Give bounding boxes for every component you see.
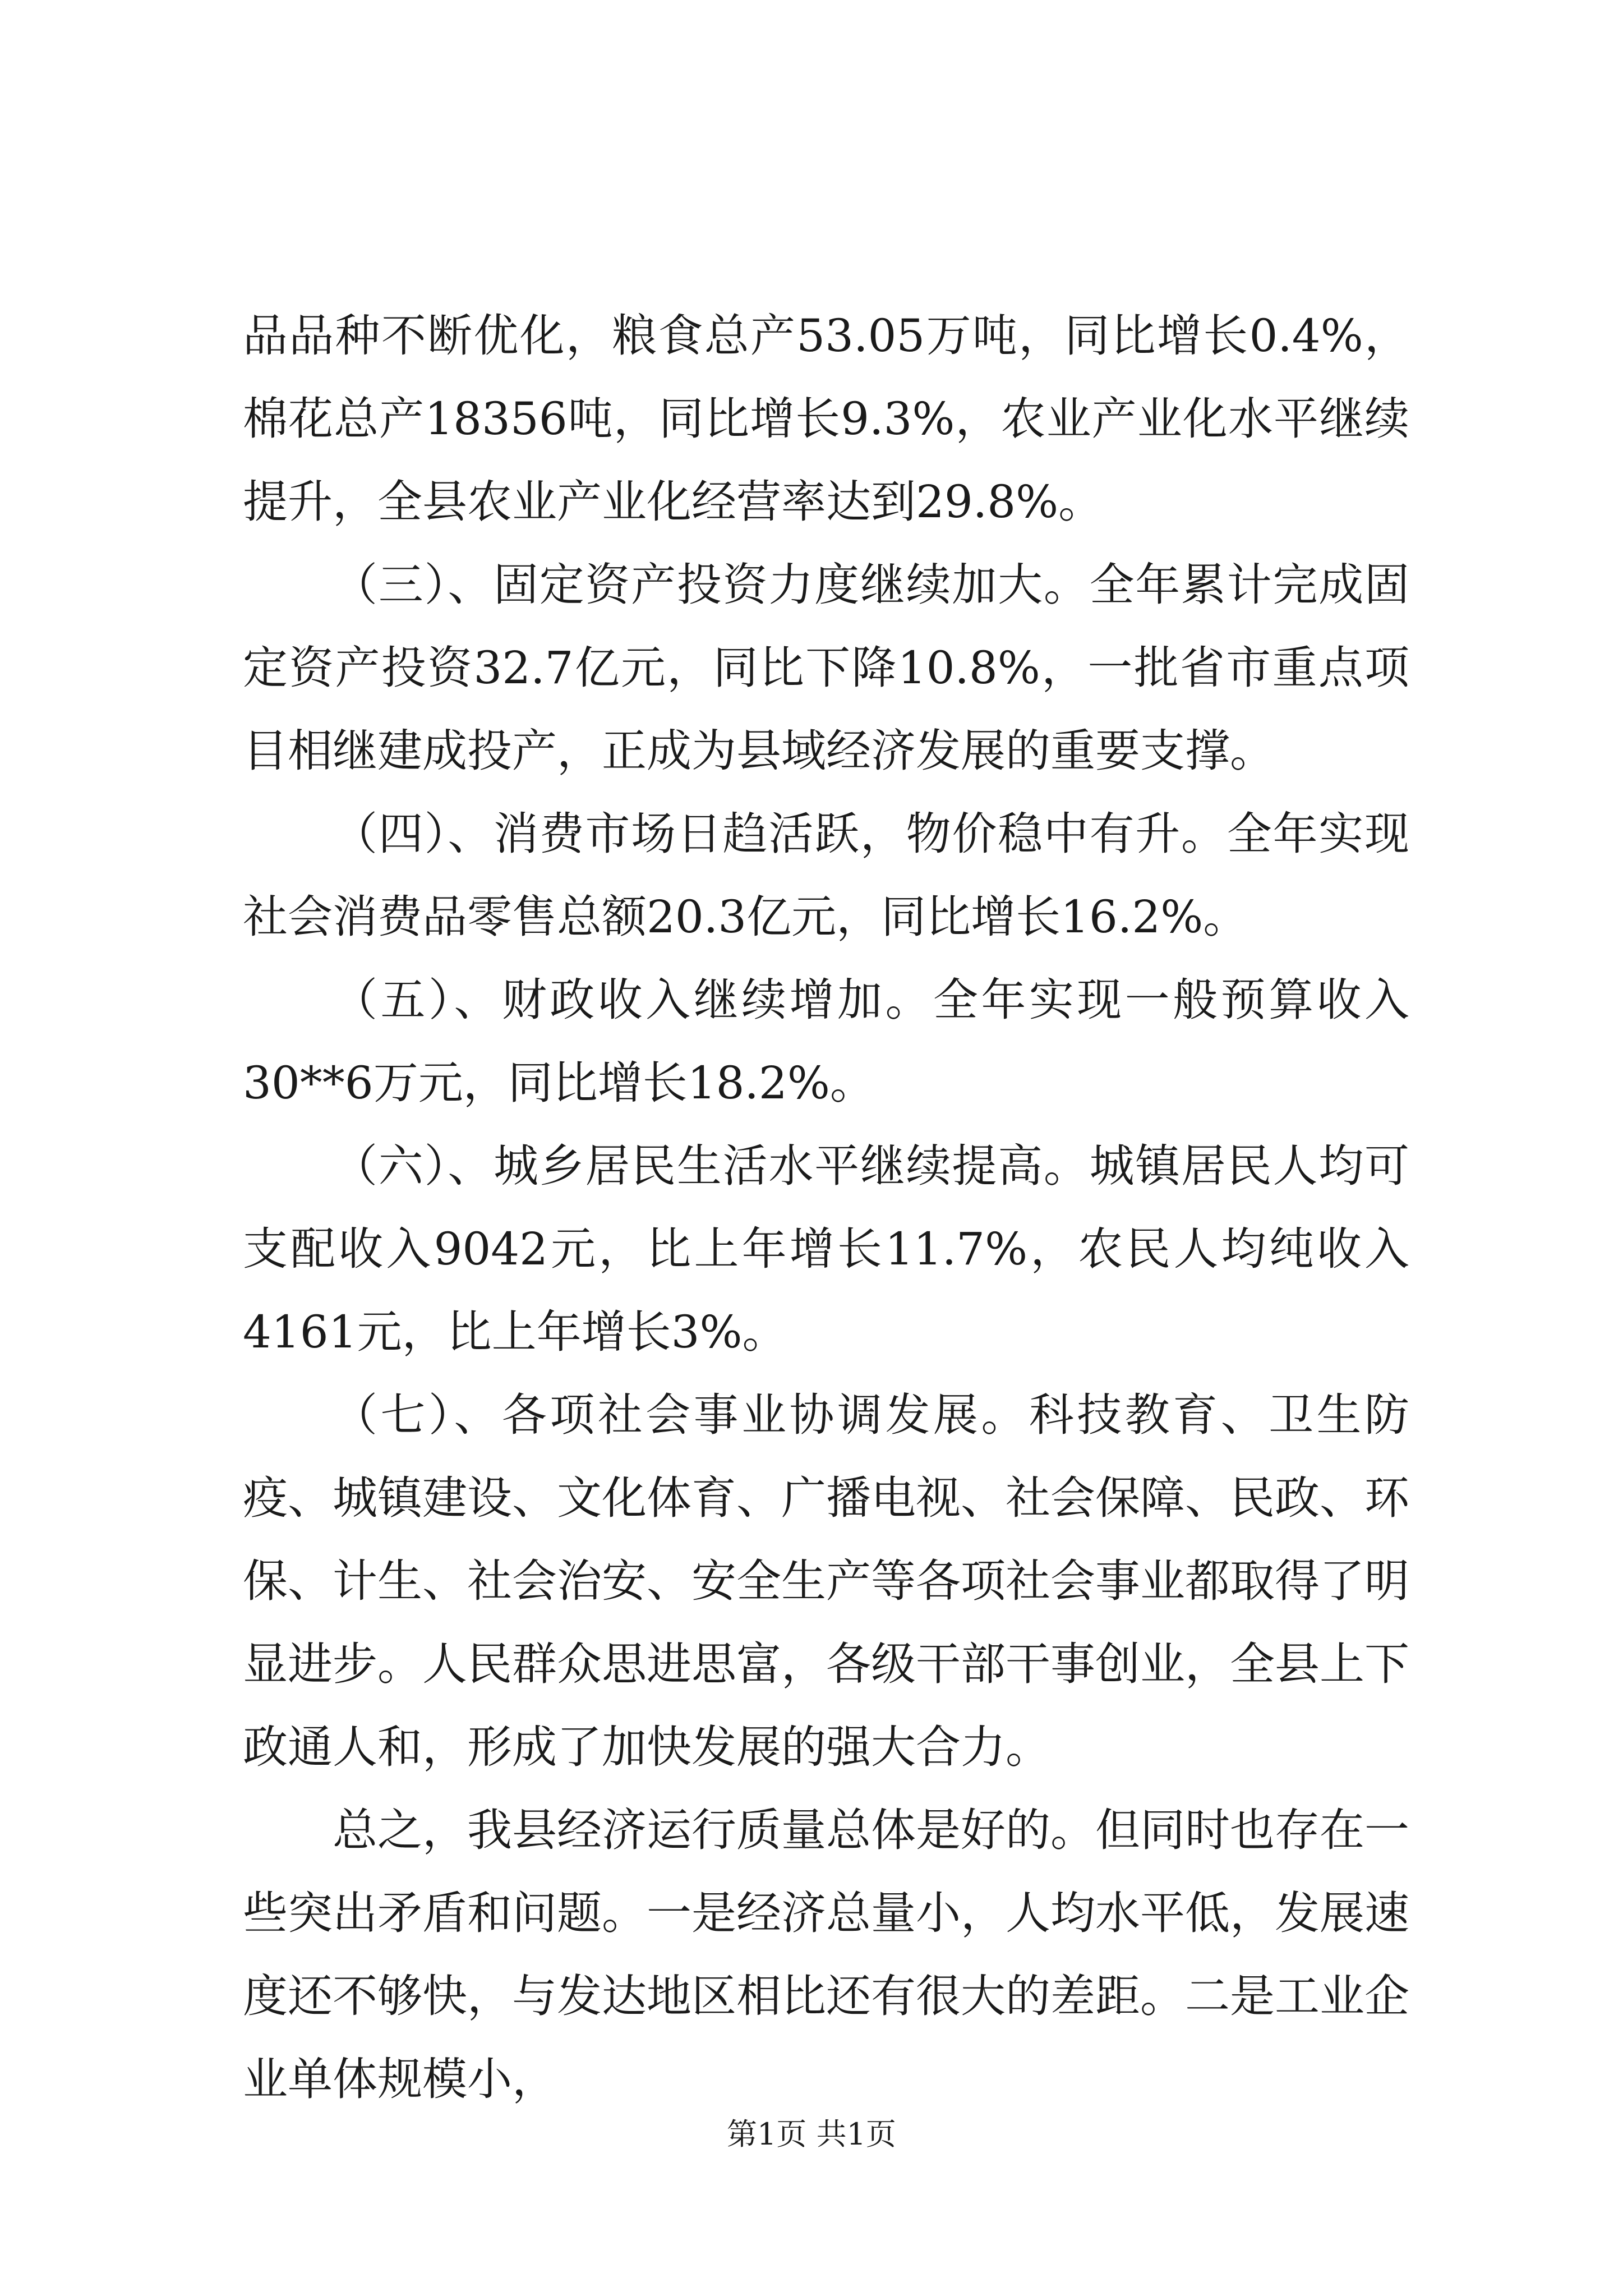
- page-footer: 第1页 共1页: [727, 2116, 896, 2152]
- paragraph-living-standards: （六）、城乡居民生活水平继续提高。城镇居民人均可支配收入9042元，比上年增长11.7%，农民人均纯收入4161元，比上年增长3%。: [243, 1140, 1409, 1358]
- paragraph-summary: 总之，我县经济运行质量总体是好的。但同时也存在一些突出矛盾和问题。一是经济总量小，人均水平低，发展速度还不够快，与发达地区相比还有很大的差距。二是工业企业单体规模小，: [243, 1804, 1409, 2105]
- paragraph-continuation: 品品种不断优化，粮食总产53.05万吨，同比增长0.4%，棉花总产18356吨，同比增长9.3%，农业产业化水平继续提升，全县农业产业化经营率达到29.8%。: [243, 310, 1409, 528]
- paragraph-consumer-market: （四）、消费市场日趋活跃，物价稳中有升。全年实现社会消费品零售总额20.3亿元，同比增长16.2%。: [243, 808, 1409, 943]
- paragraph-fiscal-revenue: （五）、财政收入继续增加。全年实现一般预算收入30**6万元，同比增长18.2%。: [243, 974, 1409, 1109]
- paragraph-fixed-asset-investment: （三）、固定资产投资力度继续加大。全年累计完成固定资产投资32.7亿元，同比下降10.8%，一批省市重点项目相继建成投产，正成为县域经济发展的重要支撑。: [243, 559, 1409, 777]
- body-text: [243, 295, 1409, 2121]
- paragraph-social-development: （七）、各项社会事业协调发展。科技教育、卫生防疫、城镇建设、文化体育、广播电视、社会保障、民政、环保、计生、社会治安、安全生产等各项社会事业都取得了明显进步。人民群众思进思富，各级干部干事创业，全县上下政通人和，形成了加快发展的强大合力。: [243, 1389, 1409, 1773]
